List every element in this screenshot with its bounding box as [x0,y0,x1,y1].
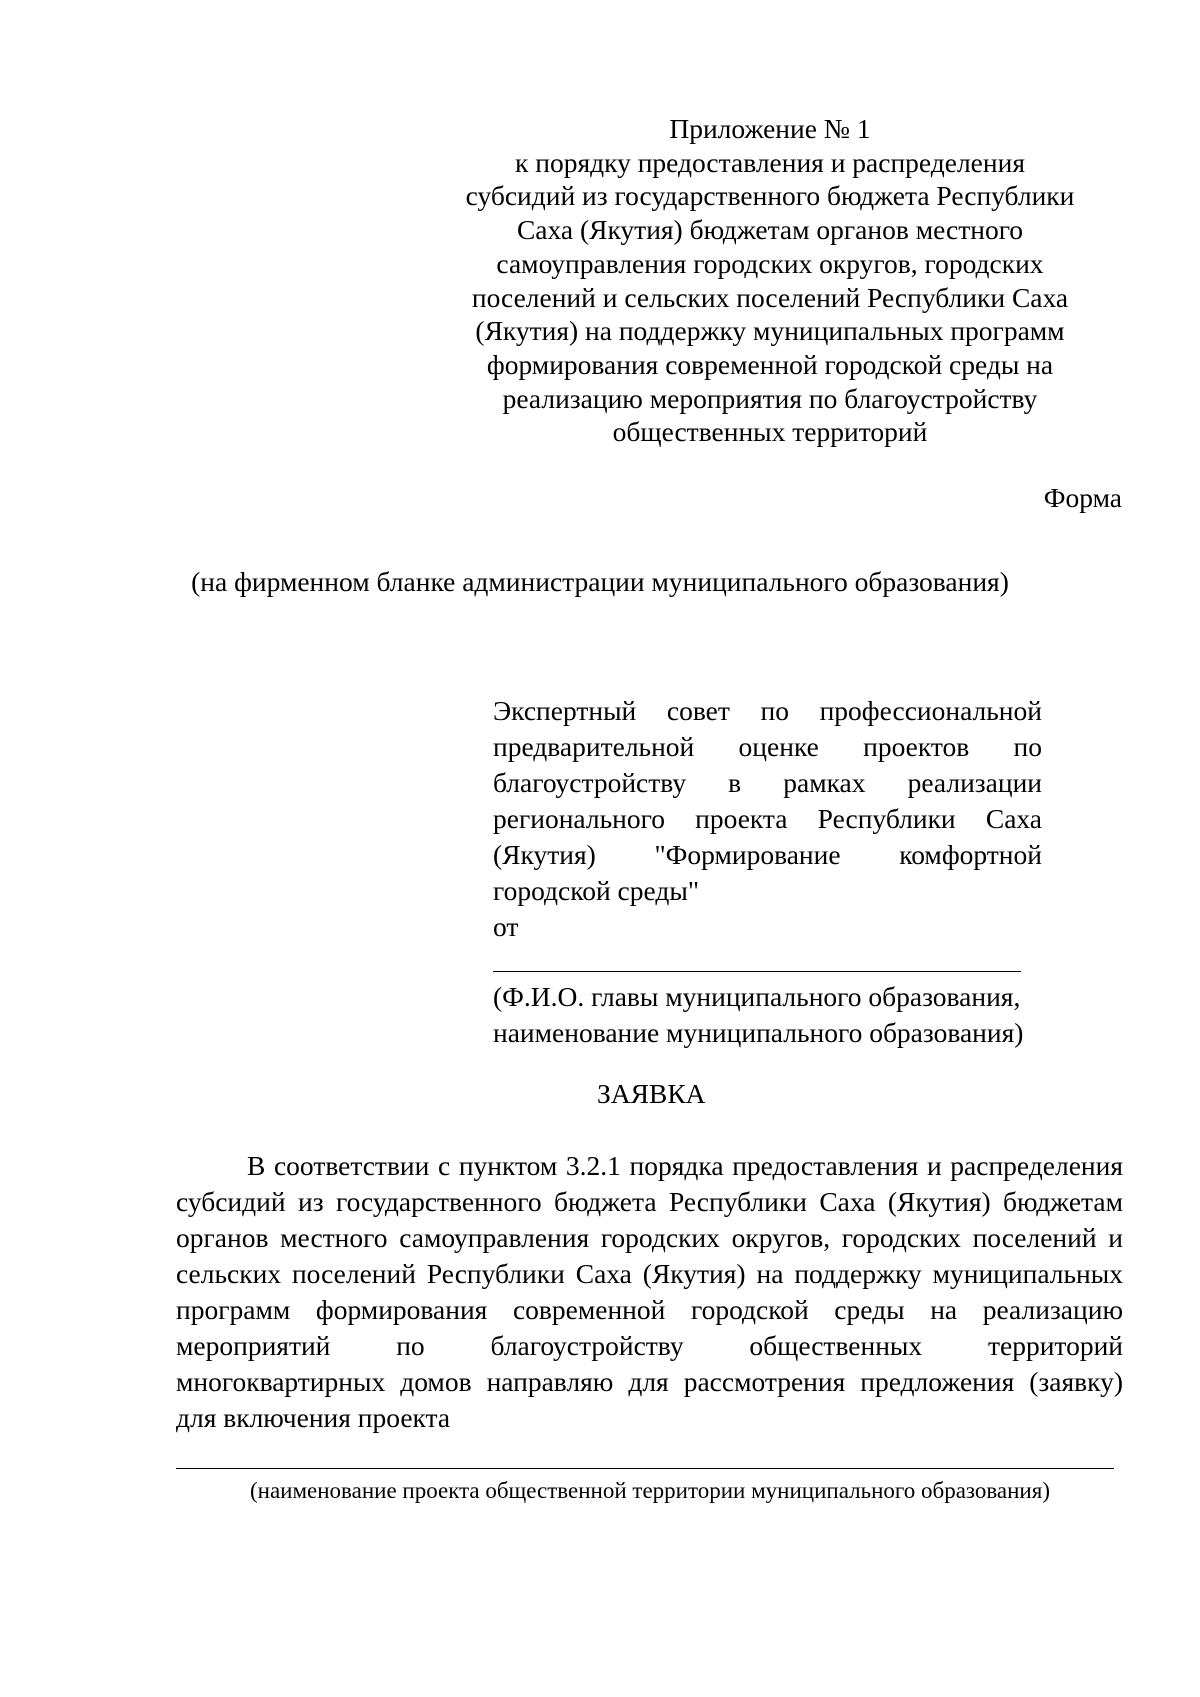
addressee-from-label: от [493,911,519,942]
body-line: для включения проекта [176,1402,451,1433]
appendix-line: Саха (Якутия) бюджетам органов местного [516,214,1024,246]
appendix-line: формирования современной городской среды на [486,348,1054,380]
project-caption: (наименование проекта общественной территории муниципального образования) [250,1478,1050,1503]
body-line: органов местного самоуправления городских округов, городских поселений и [176,1222,1123,1253]
appendix-title: Приложение № 1 [669,113,871,144]
body-line: многоквартирных домов направляю для рассмотрения предложения (заявку) [176,1366,1123,1397]
appendix-line: к порядку предоставления и распределения [515,146,1025,178]
signature-caption [493,979,1053,1051]
body-line: В соответствии с пунктом 3.2.1 порядка предоставления и распределения [247,1150,1123,1181]
appendix-line: (Якутия) на поддержку муниципальных программ [475,315,1065,347]
body-line: мероприятий по благоустройству общественных территорий [176,1330,1123,1361]
body-line: программ формирования современной городской среды на реализацию [176,1294,1123,1325]
body-line: сельских поселений Республики Саха (Якутия) на поддержку муниципальных [176,1258,1123,1289]
addressee-line: городской среды" [493,875,700,906]
document-title: ЗАЯВКА [597,1078,706,1109]
body-paragraph [176,1148,1123,1436]
addressee-line: предварительной оценке проектов по [493,731,1042,762]
appendix-line: реализацию мероприятия по благоустройству [502,382,1038,414]
form-label: Форма [1043,482,1122,513]
body-line: субсидий из государственного бюджета Республики Саха (Якутия) бюджетам [176,1186,1123,1217]
appendix-line: общественных территорий [612,416,928,448]
addressee-line: регионального проекта Республики Саха [493,803,1042,834]
addressee-line: Экспертный совет по профессиональной [493,695,1042,726]
addressee-block [493,693,1042,945]
addressee-line: благоустройству в рамках реализации [493,767,1042,798]
appendix-header [460,112,1080,449]
appendix-line: самоуправления городских округов, городских [496,247,1044,279]
signature-caption-line: (Ф.И.О. главы муниципального образования, [493,981,1021,1012]
letterhead-note: (на фирменном бланке администрации муниципального образования) [191,566,1009,597]
appendix-line: субсидий из государственного бюджета Республики [465,180,1075,212]
signature-blank-line [493,971,1021,972]
appendix-line: поселений и сельских поселений Республики Саха [471,281,1069,313]
addressee-line: (Якутия) "Формирование комфортной [493,839,1042,870]
project-blank-line [176,1468,1114,1469]
signature-caption-line: наименование муниципального образования) [493,1017,1024,1048]
